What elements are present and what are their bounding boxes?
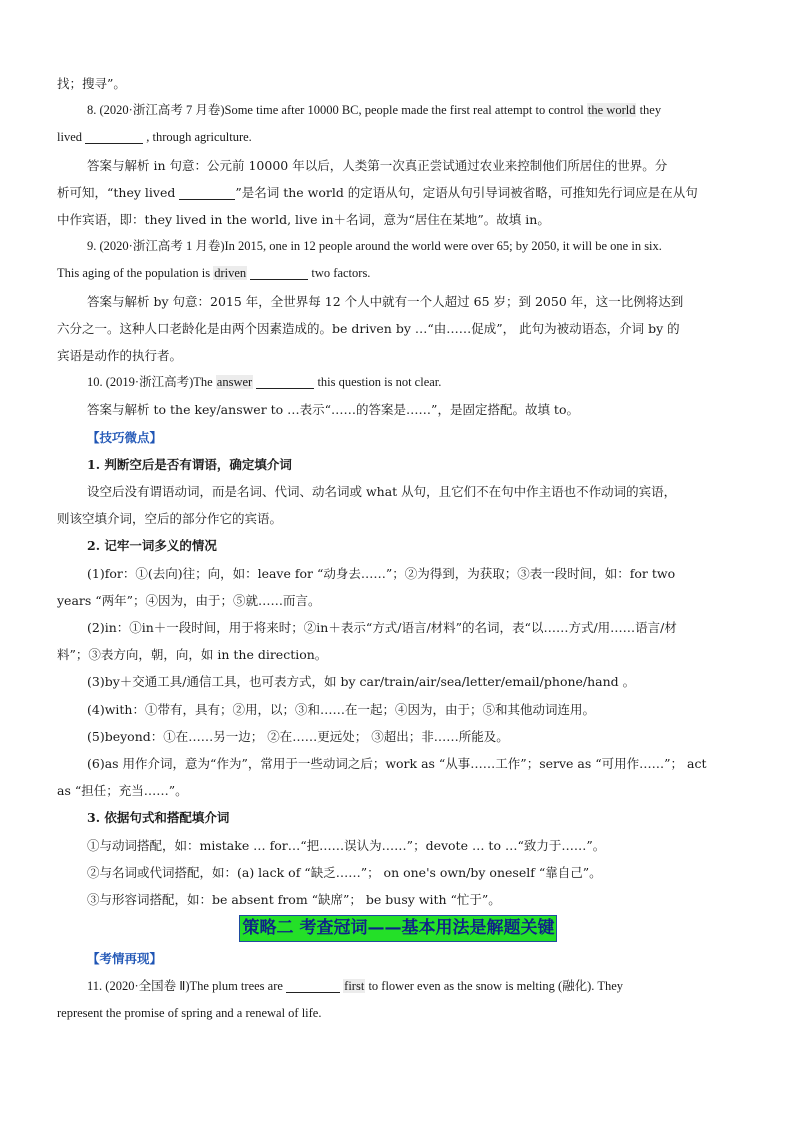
- section-heading: 3. 依据句式和搭配填介词: [87, 810, 230, 826]
- question-10: 10. (2019·浙江高考)The answer this question is not clear.: [87, 375, 442, 390]
- answer-8-cont: 中作宾语，即：they lived in the world, live in＋名词，意为“居住在某地”。故填 in。: [57, 212, 550, 228]
- text-line: as “担任；充当……”。: [57, 783, 188, 799]
- question-11: 11. (2020·全国卷 Ⅱ)The plum trees are first to flower even as the snow is melting (融化). They: [87, 978, 624, 993]
- question-8-cont: lived , through agriculture.: [57, 130, 252, 145]
- section-heading: 1. 判断空后是否有谓语，确定填介词: [87, 456, 292, 472]
- text-line: (3)by＋交通工具/通信工具，也可表方式，如 by car/train/air/sea/letter/email/phone/hand 。: [87, 674, 636, 690]
- text-line: years “两年”；④因为，由于；⑤就……而言。: [57, 592, 321, 608]
- answer-9-cont: 六分之一。这种人口老龄化是由两个因素造成的。be driven by …“由……促成”， 此句为被动语态，介词 by 的: [57, 320, 680, 336]
- text-line: ③与形容词搭配，如：be absent from “缺席”； be busy with “忙于”。: [87, 892, 501, 908]
- text-line: 则该空填介词，空后的部分作它的宾语。: [57, 511, 283, 527]
- answer-9-cont: 宾语是动作的执行者。: [57, 348, 183, 364]
- highlight: driven: [214, 266, 247, 281]
- highlight: answer: [216, 375, 253, 390]
- answer-blank: [85, 129, 143, 144]
- text-line: 设空后没有谓语动词，而是名词、代词、动名词或 what 从句，且它们不在句中作主语也不作动词的宾语，: [87, 484, 677, 500]
- question-11-cont: represent the promise of spring and a renewal of life.: [57, 1005, 322, 1020]
- text-line: ①与动词搭配，如：mistake … for…“把……误认为……”；devote … to …“致力于……”。: [87, 837, 606, 853]
- answer-8: 答案与解析 in 句意：公元前 10000 年以后，人类第一次真正尝试通过农业来控制他们所居住的世界。分: [87, 157, 668, 173]
- tips-tag: 【技巧微点】: [87, 429, 163, 445]
- text-line: 找；搜寻”。: [57, 76, 126, 91]
- strategy-banner-wrap: [57, 915, 739, 942]
- answer-blank: [286, 978, 340, 993]
- answer-blank: [179, 185, 235, 200]
- question-9-cont: This aging of the population is driven two factors.: [57, 266, 371, 281]
- text-line: (6)as 用作介词，意为“作为”，常用于一些动词之后；work as “从事……工作”；serve as “可用作……”； act: [87, 756, 707, 772]
- text-line: (2)in：①in＋一段时间，用于将来时；②in＋表示“方式/语言/材料”的名词，表“以……方式/用……语言/材: [87, 620, 677, 636]
- question-8: 8. (2020·浙江高考 7 月卷)Some time after 10000 BC, people made the first real attempt to control the world they: [87, 103, 662, 118]
- answer-blank: [250, 265, 308, 280]
- highlight: first: [344, 978, 365, 993]
- answer-10: 答案与解析 to the key/answer to …表示“……的答案是……”，是固定搭配。故填 to。: [87, 402, 579, 418]
- question-9: 9. (2020·浙江高考 1 月卷)In 2015, one in 12 people around the world were over 65; by 2050, it will be one in six.: [87, 239, 662, 254]
- exam-tag: 【考情再现】: [87, 951, 163, 967]
- text-line: 料”；③表方向，朝，向，如 in the direction。: [57, 647, 328, 663]
- answer-blank: [256, 374, 314, 389]
- text-line: (5)beyond：①在……另一边； ②在……更远处； ③超出；非……所能及。: [87, 728, 509, 744]
- text-line: (1)for：①(去向)往；向，如：leave for “动身去……”；②为得到，为获取；③表一段时间，如：for two: [87, 565, 676, 581]
- section-heading: 2. 记牢一词多义的情况: [87, 538, 217, 554]
- text-line: (4)with：①带有，具有；②用，以；③和……在一起；④因为，由于；⑤和其他动词连用。: [87, 701, 595, 717]
- highlight: the world: [587, 103, 636, 118]
- text-line: ②与名词或代词搭配，如：(a) lack of “缺乏……”； on one's own/by oneself “靠自己”。: [87, 864, 602, 880]
- strategy-banner: 策略二 考查冠词——基本用法是解题关键: [239, 915, 558, 942]
- document-page: [57, 70, 739, 1027]
- answer-9: 答案与解析 by 句意：2015 年，全世界每 12 个人中就有一个人超过 65 岁；到 2050 年，这一比例将达到: [87, 293, 684, 309]
- answer-8-cont: 析可知，“they lived ”是名词 the world 的定语从句，定语从句引导词被省略，可推知先行词应是在从句: [57, 184, 698, 200]
